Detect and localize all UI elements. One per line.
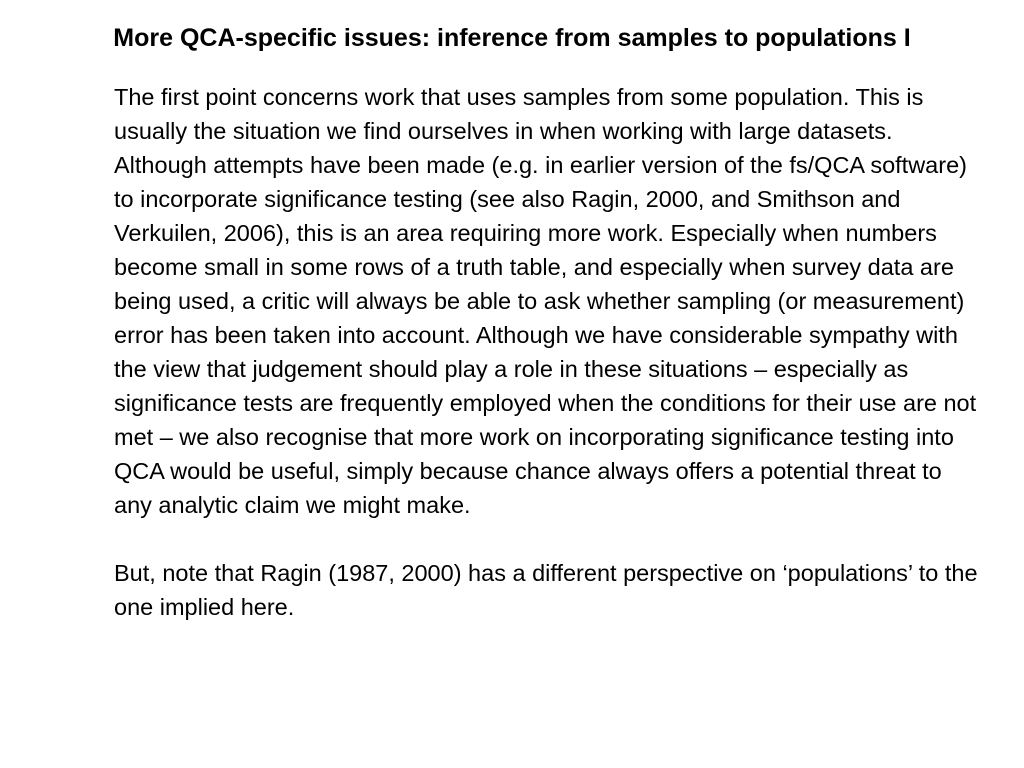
body-paragraph-2: But, note that Ragin (1987, 2000) has a different perspective on ‘populations’ to the one implied here. [114, 560, 978, 620]
body-paragraph-1: The first point concerns work that uses samples from some population. This is usually the situation we find ourselves in when working with large datasets. Although attempts have been made (e.g. in earlier version of the fs/QCA software) to incorporate significance testing (see also Ragin, 2000, and Smithson and Verkuilen, 2006), this is an area requiring more work. Especially when numbers become small in some rows of a truth table, and especially when survey data are being used, a critic will always be able to ask whether sampling (or measurement) error has been taken into account. Although we have considerable sympathy with the view that judgement should play a role in these situations – especially as significance tests are frequently employed when the conditions for their use are not met – we also recognise that more work on incorporating significance testing into QCA would be useful, simply because chance always offers a potential threat to any analytic claim we might make. [114, 84, 977, 518]
slide-title: More QCA-specific issues: inference from samples to populations I [113, 24, 911, 52]
slide-body [114, 80, 984, 624]
